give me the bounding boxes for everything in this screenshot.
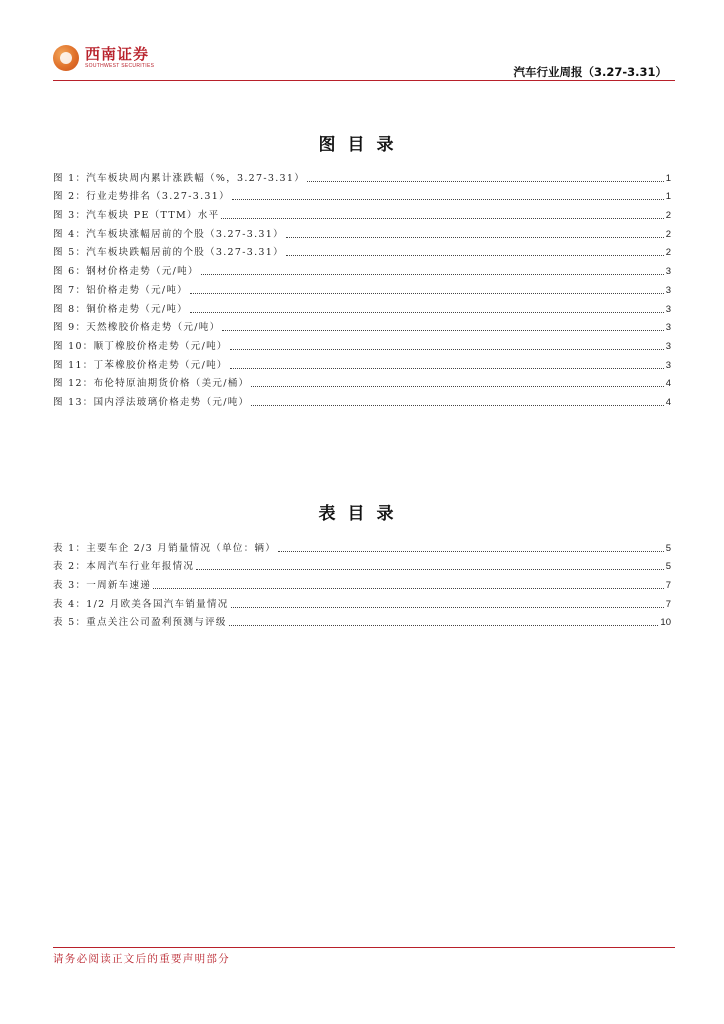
figure-toc-label: 图 11：丁苯橡胶价格走势（元/吨） <box>53 359 228 371</box>
figure-toc-page-number: 3 <box>665 284 671 296</box>
figure-toc-page-number: 3 <box>665 340 671 352</box>
figure-toc-entry[interactable] <box>53 334 671 353</box>
table-toc-entry[interactable] <box>53 555 671 574</box>
dot-leader <box>190 293 664 294</box>
logo-chinese-name: 西南证券 <box>85 45 150 63</box>
figures-toc-list <box>53 166 671 409</box>
figure-toc-label: 图 1：汽车板块周内累计涨跌幅（%，3.27-3.31） <box>53 172 306 184</box>
table-toc-label: 表 1：主要车企 2/3 月销量情况（单位：辆） <box>53 542 277 554</box>
figure-toc-page-number: 2 <box>665 210 671 222</box>
table-toc-label: 表 3：一周新车速递 <box>53 580 152 592</box>
company-logo <box>53 43 193 73</box>
dot-leader <box>153 588 664 589</box>
dot-leader <box>190 312 664 313</box>
figure-toc-page-number: 1 <box>665 191 671 203</box>
table-toc-label: 表 4：1/2 月欧美各国汽车销量情况 <box>53 598 229 610</box>
figure-toc-page-number: 4 <box>665 396 671 408</box>
figure-toc-entry[interactable] <box>53 222 671 241</box>
figure-toc-entry[interactable] <box>53 259 671 278</box>
report-title: 汽车行业周报（3.27-3.31） <box>513 65 667 79</box>
dot-leader <box>230 349 664 350</box>
dot-leader <box>232 199 664 200</box>
logo-english-name: SOUTHWEST SECURITIES <box>85 63 155 69</box>
figure-toc-entry[interactable] <box>53 390 671 409</box>
figure-toc-page-number: 1 <box>665 172 671 184</box>
figure-toc-label: 图 9：天然橡胶价格走势（元/吨） <box>53 322 221 334</box>
figure-toc-entry[interactable] <box>53 372 671 391</box>
dot-leader <box>231 607 664 608</box>
figure-toc-page-number: 2 <box>665 228 671 240</box>
figure-toc-entry[interactable] <box>53 278 671 297</box>
figure-toc-entry[interactable] <box>53 166 671 185</box>
footer-notice: 请务必阅读正文后的重要声明部分 <box>53 953 230 965</box>
figure-toc-entry[interactable] <box>53 353 671 372</box>
dot-leader <box>196 569 663 570</box>
tables-toc-title: 表目录 <box>318 504 406 524</box>
figure-toc-entry[interactable] <box>53 241 671 260</box>
figure-toc-entry[interactable] <box>53 185 671 204</box>
dot-leader <box>251 386 663 387</box>
figure-toc-page-number: 3 <box>665 359 671 371</box>
dot-leader <box>286 237 664 238</box>
dot-leader <box>221 218 663 219</box>
figure-toc-page-number: 3 <box>665 303 671 315</box>
figure-toc-label: 图 8：铜价格走势（元/吨） <box>53 303 188 315</box>
table-toc-page-number: 7 <box>665 580 671 592</box>
table-toc-entry[interactable] <box>53 611 671 630</box>
logo-emblem-icon <box>53 45 79 71</box>
figure-toc-page-number: 4 <box>665 378 671 390</box>
table-toc-page-number: 10 <box>660 617 671 629</box>
figure-toc-label: 图 2：行业走势排名（3.27-3.31） <box>53 191 230 203</box>
header-divider <box>53 80 675 81</box>
figures-toc-title: 图目录 <box>318 135 406 155</box>
footer-divider <box>53 947 675 948</box>
table-toc-entry[interactable] <box>53 536 671 555</box>
figure-toc-label: 图 3：汽车板块 PE（TTM）水平 <box>53 210 220 222</box>
figure-toc-label: 图 10：顺丁橡胶价格走势（元/吨） <box>53 340 228 352</box>
table-toc-entry[interactable] <box>53 573 671 592</box>
figure-toc-label: 图 6：钢材价格走势（元/吨） <box>53 266 199 278</box>
dot-leader <box>222 330 663 331</box>
figure-toc-page-number: 3 <box>665 266 671 278</box>
page-header <box>53 40 675 82</box>
table-toc-label: 表 5：重点关注公司盈利预测与评级 <box>53 617 227 629</box>
table-toc-page-number: 7 <box>665 598 671 610</box>
dot-leader <box>251 405 663 406</box>
figure-toc-label: 图 13：国内浮法玻璃价格走势（元/吨） <box>53 396 250 408</box>
table-toc-page-number: 5 <box>665 561 671 573</box>
figure-toc-label: 图 4：汽车板块涨幅居前的个股（3.27-3.31） <box>53 228 284 240</box>
figure-toc-label: 图 5：汽车板块跌幅居前的个股（3.27-3.31） <box>53 247 284 259</box>
dot-leader <box>230 368 664 369</box>
figure-toc-entry[interactable] <box>53 316 671 335</box>
table-toc-entry[interactable] <box>53 592 671 611</box>
figure-toc-entry[interactable] <box>53 203 671 222</box>
tables-toc-list <box>53 536 671 629</box>
dot-leader <box>286 255 664 256</box>
table-toc-page-number: 5 <box>665 542 671 554</box>
dot-leader <box>278 551 664 552</box>
figure-toc-entry[interactable] <box>53 297 671 316</box>
figure-toc-label: 图 7：铝价格走势（元/吨） <box>53 284 188 296</box>
figure-toc-page-number: 2 <box>665 247 671 259</box>
figure-toc-page-number: 3 <box>665 322 671 334</box>
table-toc-label: 表 2：本周汽车行业年报情况 <box>53 561 195 573</box>
dot-leader <box>307 181 664 182</box>
dot-leader <box>229 625 659 626</box>
dot-leader <box>201 274 664 275</box>
figure-toc-label: 图 12：布伦特原油期货价格（美元/桶） <box>53 378 250 390</box>
